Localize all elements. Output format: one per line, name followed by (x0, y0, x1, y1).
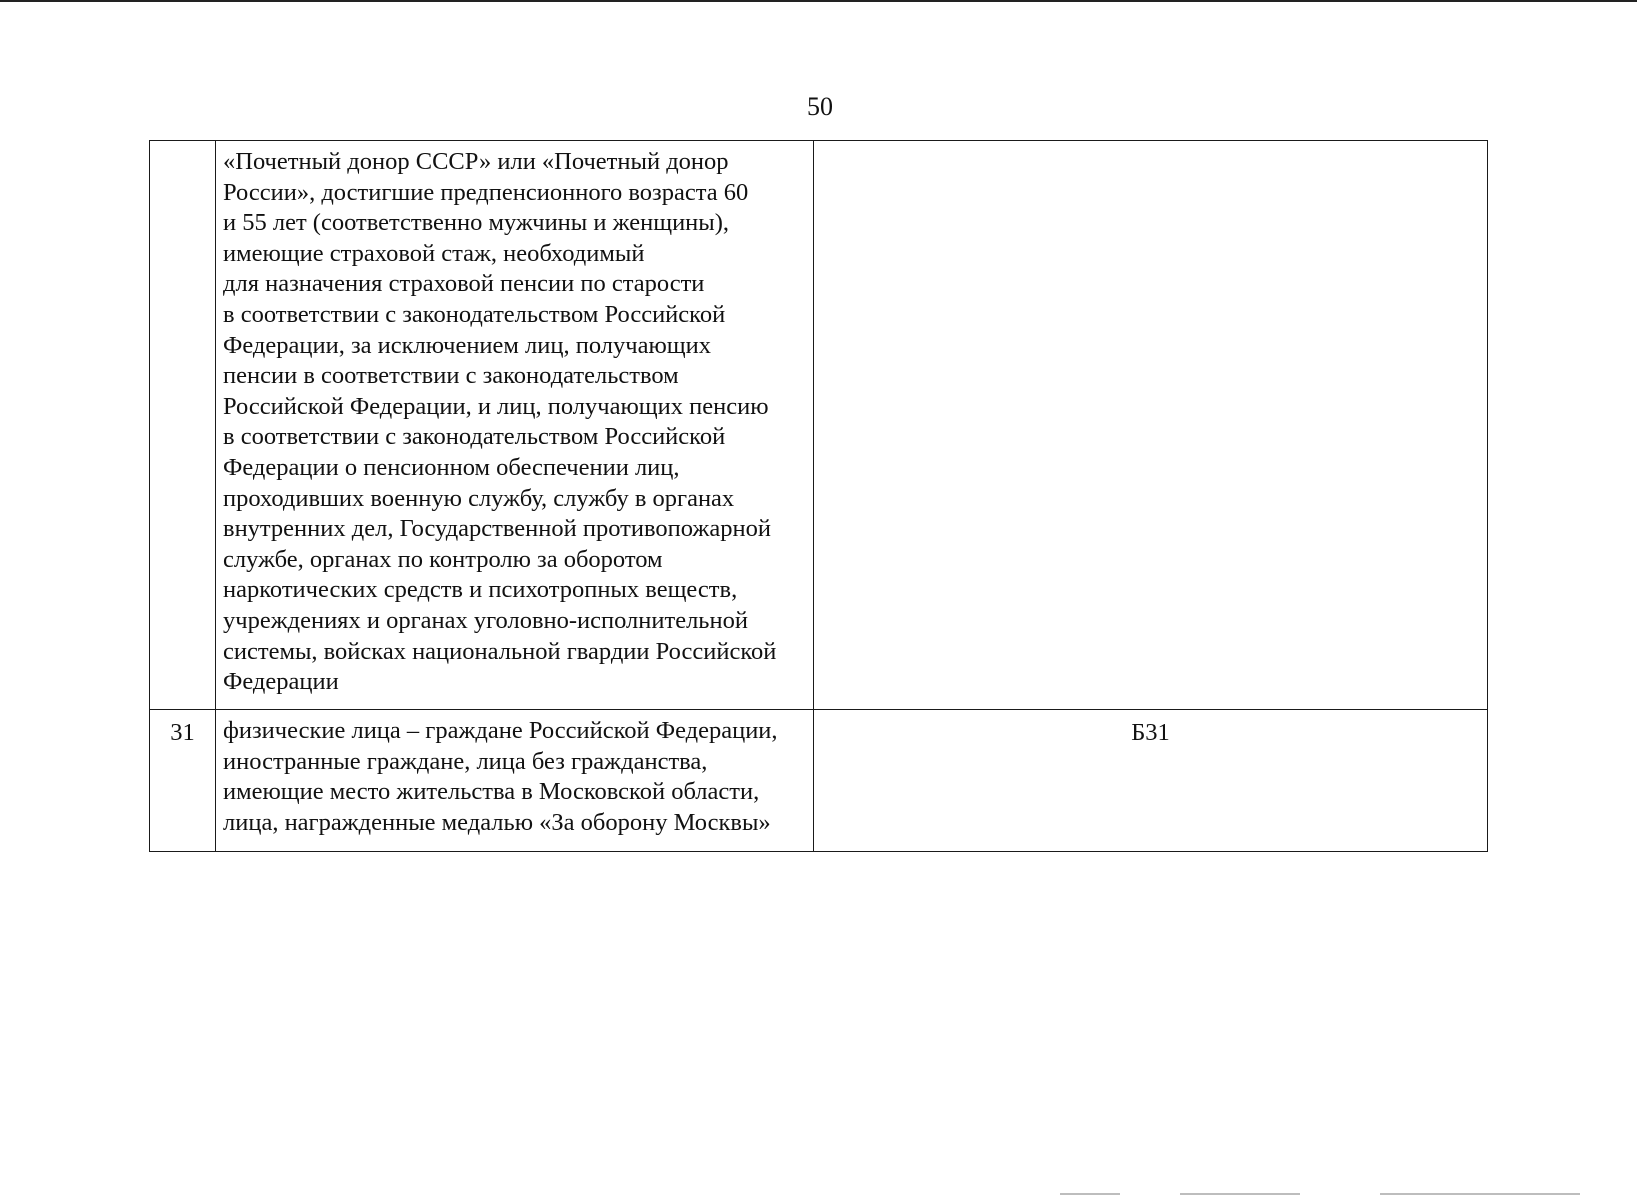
page-number: 50 (807, 92, 833, 121)
row-code-cell (814, 141, 1488, 710)
description-line: имеющие страховой стаж, необходимый (223, 239, 645, 267)
table-row (150, 141, 1488, 710)
description-line: для назначения страховой пенсии по старости (223, 270, 705, 298)
description-line: в соответствии с законодательством Российской (223, 300, 726, 328)
row-number-cell: 31 (150, 710, 216, 852)
description-line: в соответствии с законодательством Российской (223, 423, 726, 451)
scan-mark (1060, 1193, 1120, 1195)
description-line: России», достигшие предпенсионного возраста 60 (223, 178, 749, 206)
description-line: имеющие место жительства в Московской области, (223, 778, 760, 806)
description-line: «Почетный донор СССР» или «Почетный донор (223, 148, 729, 175)
description-line: Федерации (223, 668, 339, 696)
description-line: внутренних дел, Государственной противопожарной (223, 515, 771, 543)
row-description-cell (216, 710, 814, 852)
scan-mark (1180, 1193, 1300, 1195)
scan-mark (1380, 1193, 1580, 1195)
row-description-cell (216, 141, 814, 710)
table-row (150, 710, 1488, 852)
description-line: наркотических средств и психотропных веществ, (223, 576, 738, 604)
description-line: службе, органах по контролю за оборотом (223, 545, 663, 573)
description-line: проходивших военную службу, службу в органах (223, 484, 735, 512)
description-line: и 55 лет (соответственно мужчины и женщины), (223, 209, 730, 237)
description-line: лица, награжденные медалью «За оборону Москвы» (223, 808, 771, 836)
description-line: физические лица – граждане Российской Федерации, (223, 717, 778, 744)
benefits-table (149, 140, 1488, 852)
description-line: Федерации о пенсионном обеспечении лиц, (223, 453, 680, 481)
description-line: иностранные граждане, лица без гражданства, (223, 747, 708, 775)
description-line: системы, войсках национальной гвардии Российской (223, 637, 777, 665)
description-line: Российской Федерации, и лиц, получающих пенсию (223, 392, 769, 420)
scan-top-edge (0, 0, 1637, 2)
description-line: учреждениях и органах уголовно-исполнительной (223, 606, 748, 634)
description-line: Федерации, за исключением лиц, получающих (223, 331, 711, 359)
row-number-cell (150, 141, 216, 710)
description-line: пенсии в соответствии с законодательством (223, 362, 679, 390)
row-code-cell: Б31 (814, 710, 1488, 852)
